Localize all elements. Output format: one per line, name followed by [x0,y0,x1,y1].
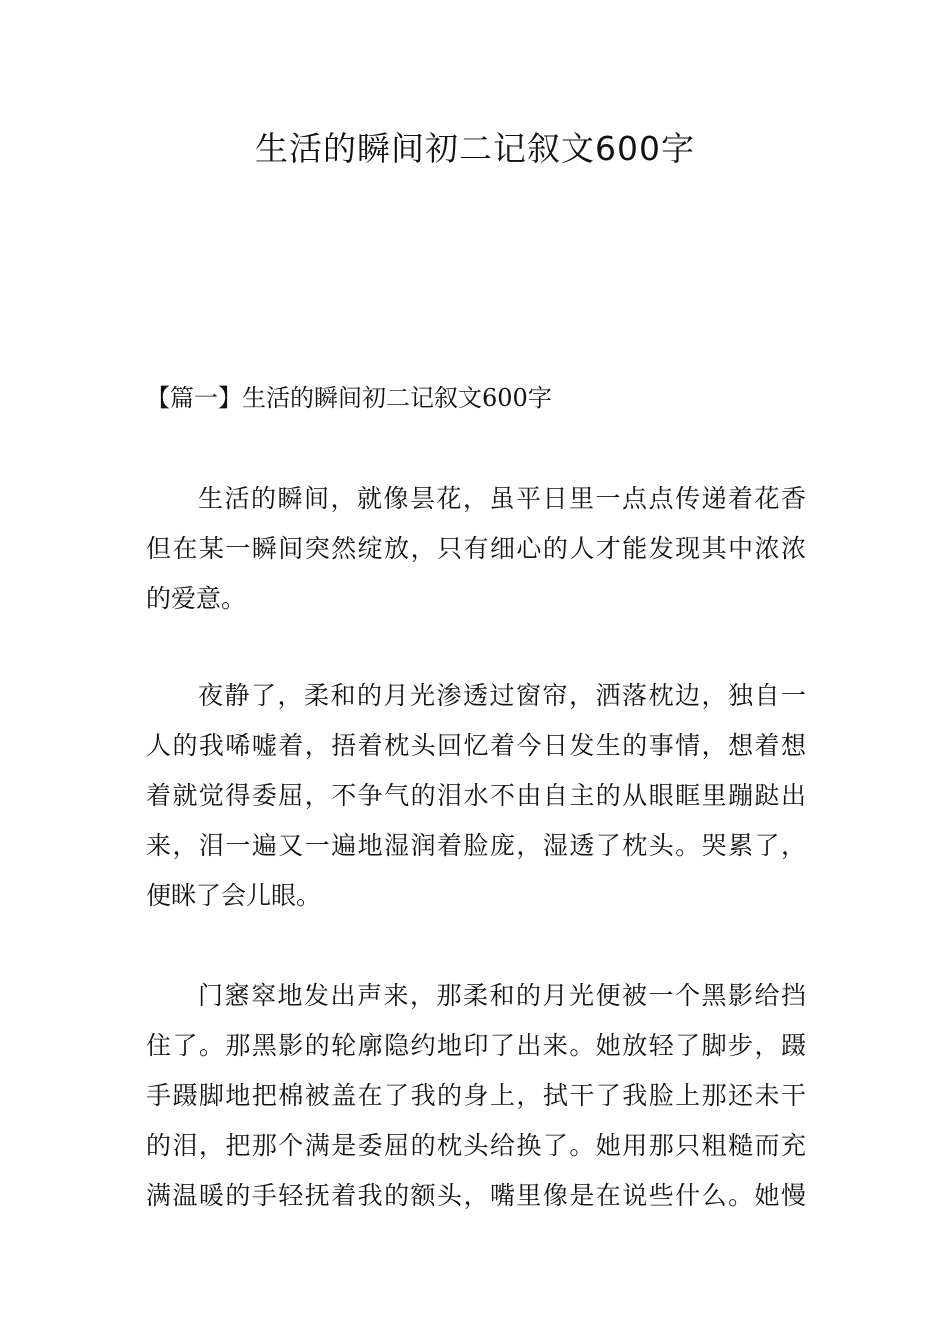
paragraph-line: 满温暖的手轻抚着我的额头，嘴里像是在说些什么。她慢 [146,1181,806,1210]
paragraph-2 [146,671,806,921]
paragraph-1 [146,474,806,624]
paragraph-line: 手蹑脚地把棉被盖在了我的身上，拭干了我脸上那还未干 [146,1081,806,1110]
paragraph-line: 生活的瞬间，就像昙花，虽平日里一点点传递着花香 [198,484,806,513]
paragraph-line: 夜静了，柔和的月光渗透过窗帘，洒落枕边，独自一 [198,681,806,710]
paragraph-line: 门窸窣地发出声来，那柔和的月光便被一个黑影给挡 [198,981,806,1010]
paragraph-line: 人的我唏嘘着，捂着枕头回忆着今日发生的事情，想着想 [146,731,806,760]
paragraph-line: 的爱意。 [146,584,247,613]
paragraph-line: 着就觉得委屈，不争气的泪水不由自主的从眼眶里蹦跶出 [146,781,806,810]
paragraph-line: 但在某一瞬间突然绽放，只有细心的人才能发现其中浓浓 [146,534,806,563]
paragraph-line: 便眯了会儿眼。 [146,881,322,910]
paragraph-line: 住了。那黑影的轮廓隐约地印了出来。她放轻了脚步，蹑 [146,1031,806,1060]
paragraph-3 [146,971,806,1221]
section-heading: 【篇一】生活的瞬间初二记叙文600字 [146,384,552,412]
paragraph-line: 的泪，把那个满是委屈的枕头给换了。她用那只粗糙而充 [146,1131,806,1160]
paragraph-line: 来，泪一遍又一遍地湿润着脸庞，湿透了枕头。哭累了， [146,831,806,860]
document-title: 生活的瞬间初二记叙文600字 [255,129,695,168]
